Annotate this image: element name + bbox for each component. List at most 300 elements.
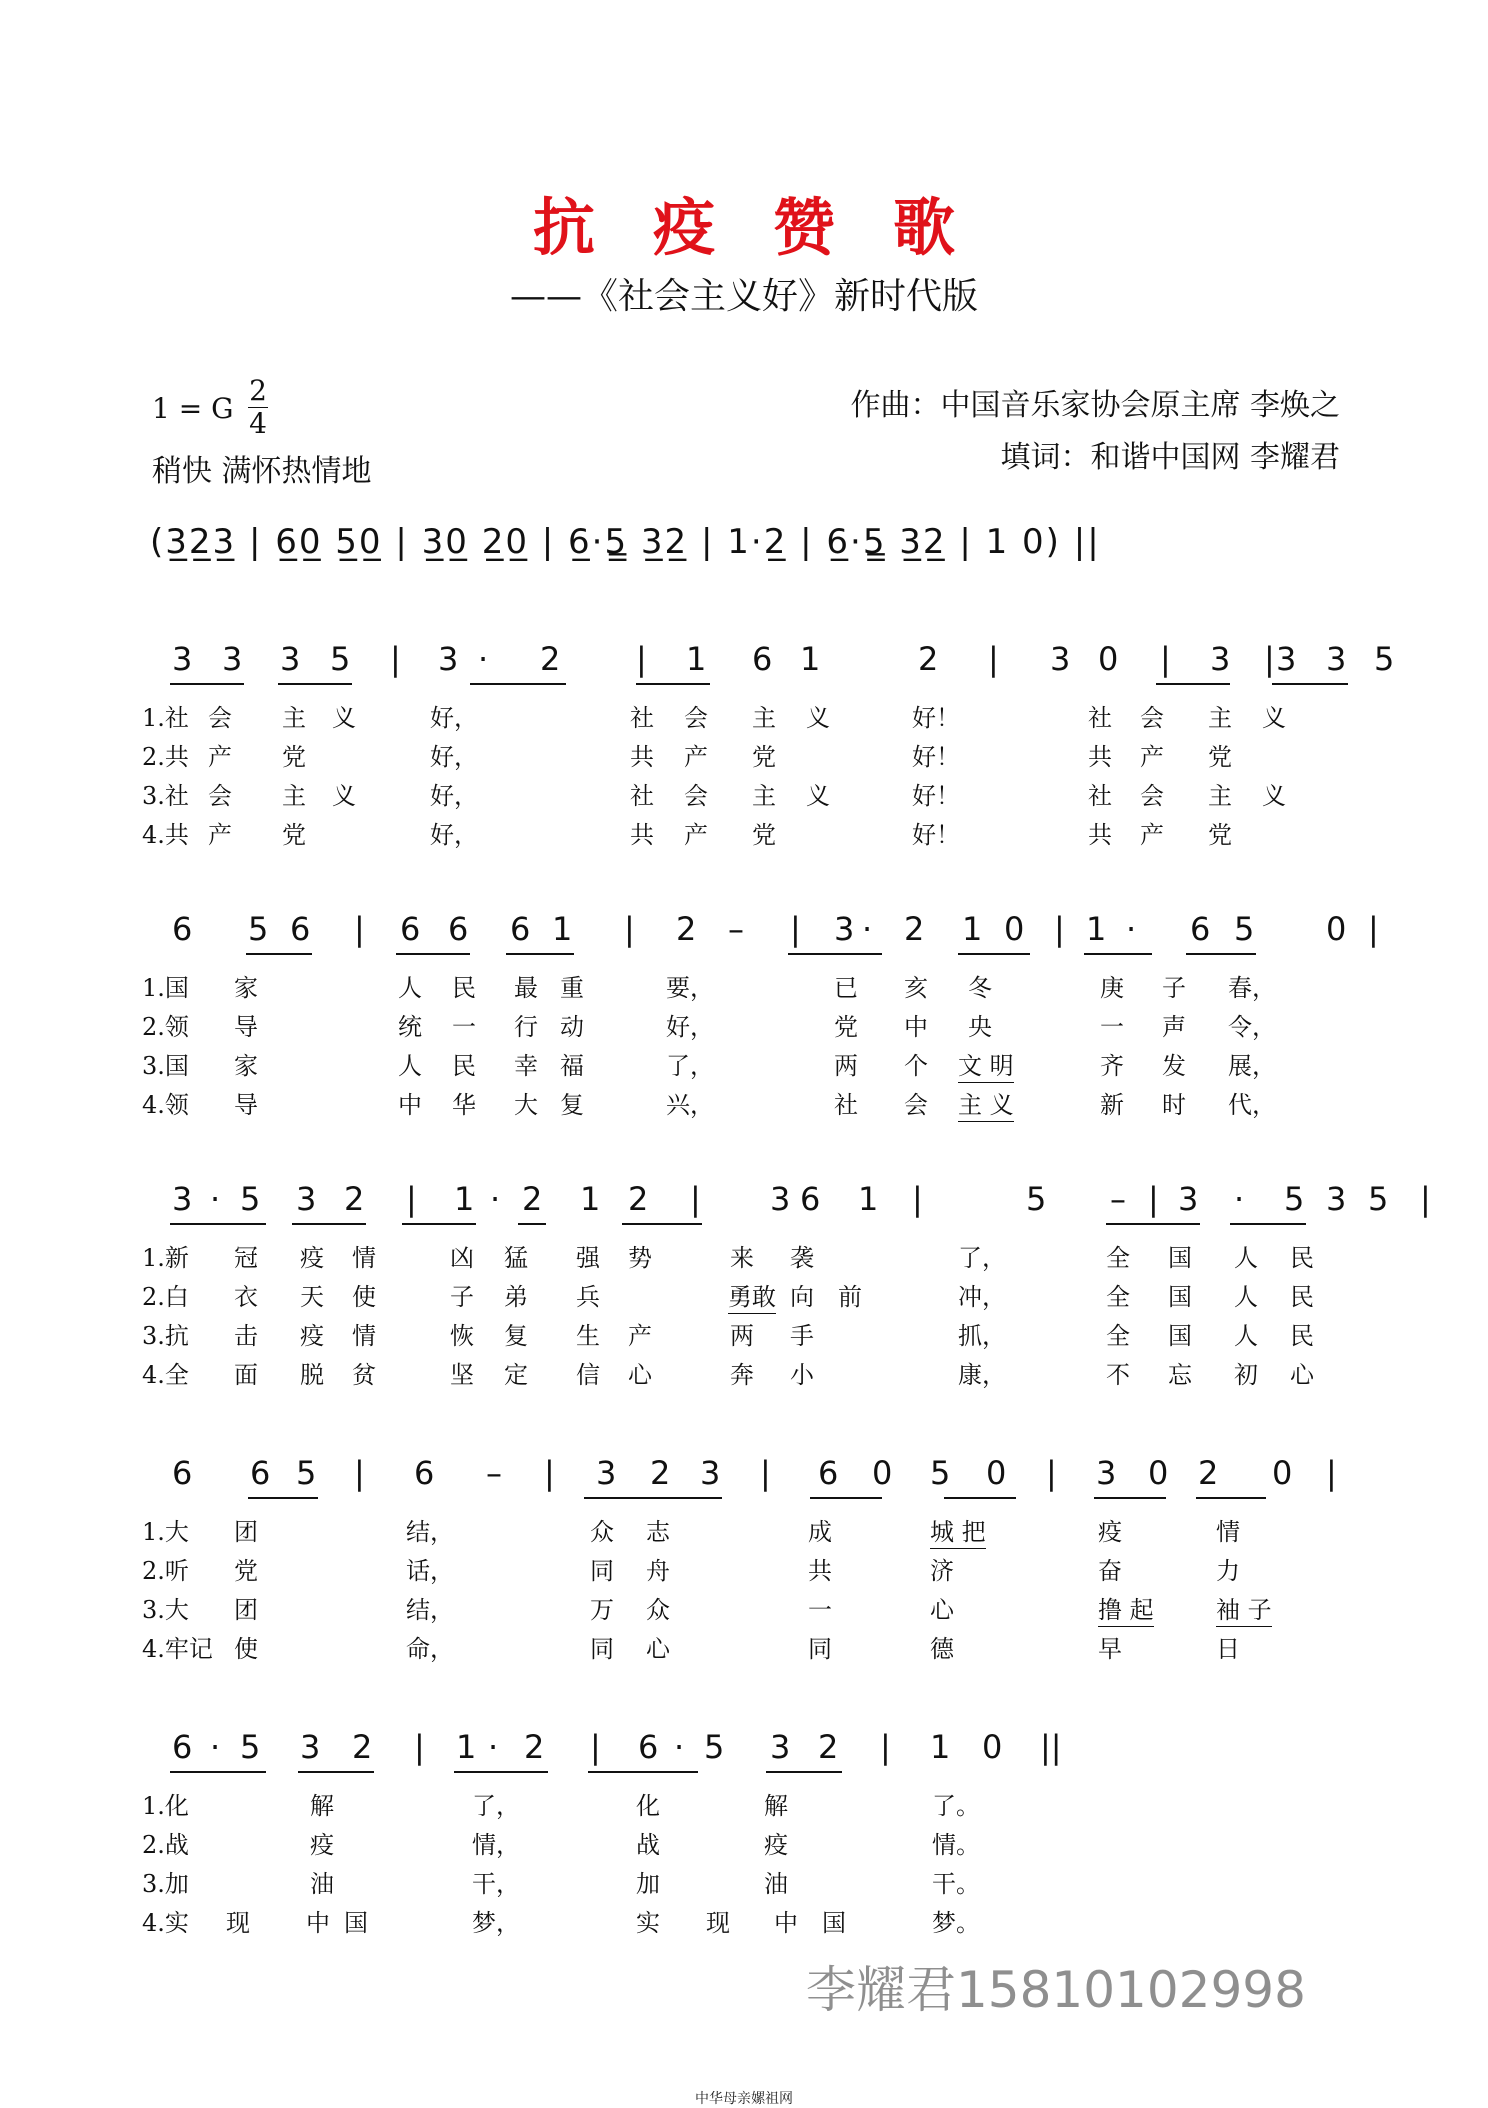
lyric-word: 猛 [504,1244,528,1272]
lyric-word: 国 [344,1909,368,1937]
lyric-word: 全 [1106,1283,1130,1311]
lyric-word: 使 [352,1283,376,1311]
lyric-word: 好， [430,821,478,849]
lyric-word: 疫 [1098,1518,1122,1546]
lyric-word: 众 [646,1596,670,1624]
lyric-word: 社 [1088,782,1112,810]
note: 3 [172,640,193,678]
note: 6 [1190,910,1211,948]
lyric-word: 疫 [300,1322,324,1350]
beam-marks [0,640,1488,700]
lyric-word: 心 [628,1361,652,1389]
lyric-word: 国 [1168,1283,1192,1311]
note: · [488,1728,499,1766]
lyric-word: 共 [630,821,654,849]
beam-marks [0,1180,1488,1240]
note: 1 [930,1728,951,1766]
lyric-word: 奔 [730,1361,754,1389]
note: 6 [448,910,469,948]
note: 3 [438,640,459,678]
note: 1 [1086,910,1107,948]
beam-marks [0,1728,1488,1788]
lyric-word: 济 [930,1557,954,1585]
barline: | [1148,1180,1159,1218]
lyric-word: 产 [684,743,708,771]
lyric-word: 党 [1208,743,1232,771]
lyric-word: 不 [1106,1361,1130,1389]
note: 1 [580,1180,601,1218]
note: 6 [172,1728,193,1766]
note: 1 [858,1180,879,1218]
lyric-word: 1.新 [142,1244,189,1272]
note: 5 [330,640,351,678]
lyric-word: 天 [300,1283,324,1311]
note: 0 [1148,1454,1169,1492]
lyric-word: 心 [1290,1361,1314,1389]
lyric-word: 德 [930,1635,954,1663]
note: – [1110,1180,1126,1218]
barline: | [880,1728,891,1766]
barline: | [1420,1180,1431,1218]
barline: | [1368,910,1379,948]
lyric-word: 产 [628,1322,652,1350]
barline: | [1160,640,1171,678]
note: 6 [172,910,193,948]
lyric-word: 梦。 [932,1909,980,1937]
lyric-word: 贫 [352,1361,376,1389]
lyric-word: 同 [808,1635,832,1663]
lyric-word: 国 [1168,1244,1192,1272]
lyric-word: 4.领 [142,1091,189,1119]
note: 3 [596,1454,617,1492]
lyric-word: 结， [406,1518,454,1546]
lyric-word: 了， [958,1244,1006,1272]
barline: | [624,910,635,948]
note: 3 [172,1180,193,1218]
lyric-word: 党 [752,743,776,771]
lyric-word: 油 [764,1870,788,1898]
note: 6 [400,910,421,948]
note: 6 [800,1180,821,1218]
lyric-word: 战 [636,1831,660,1859]
lyric-word: 3.国 [142,1052,189,1080]
lyric-word: 油 [310,1870,334,1898]
lyric-word: 中 [904,1013,928,1041]
song-title: 抗疫赞歌 [532,191,1013,264]
lyric-word: 共 [1088,821,1112,849]
lyric-word: 情 [1216,1518,1240,1546]
lyric-word: 力 [1216,1557,1240,1585]
lyric-word: 疫 [310,1831,334,1859]
lyric-word: 发 [1162,1052,1186,1080]
lyric-word: 会 [1140,704,1164,732]
lyric-word: 信 [576,1361,600,1389]
lyric-word: 民 [1290,1322,1314,1350]
note: – [728,910,744,948]
note: 1 [552,910,573,948]
note: 6 [510,910,531,948]
lyric-word: 现 [226,1909,250,1937]
lyricist-credit: 填词：和谐中国网 李耀君 [1000,440,1340,475]
note: 1 [454,1180,475,1218]
lyric-word: 主 义 [958,1085,1014,1122]
lyric-verse-3 [0,1590,1488,1630]
lyric-word: 产 [1140,821,1164,849]
lyric-word: 产 [1140,743,1164,771]
lyric-verse-4 [0,1903,1488,1943]
lyric-word: 人 [398,974,422,1002]
lyric-word: 弟 [504,1283,528,1311]
lyric-word: 2.白 [142,1283,189,1311]
lyric-word: 使 [234,1635,258,1663]
lyric-word: 人 [1234,1322,1258,1350]
lyric-verse-4 [0,1629,1488,1669]
note: 5 [248,910,269,948]
lyric-verse-2 [0,1825,1488,1865]
lyric-word: 展， [1228,1052,1276,1080]
note: 1 [686,640,707,678]
lyric-word: 人 [398,1052,422,1080]
barline: | [636,640,647,678]
lyric-word: 来 [730,1244,754,1272]
note: 6 [752,640,773,678]
lyric-word: 动 [560,1013,584,1041]
lyric-word: 凶 [450,1244,474,1272]
lyric-word: 一 [1100,1013,1124,1041]
lyric-word: 中 [774,1909,798,1937]
lyric-word: 1.社 [142,704,189,732]
barline: | [1326,1454,1337,1492]
note: 3 [300,1728,321,1766]
note: 3 [770,1728,791,1766]
lyric-word: 好！ [912,782,960,810]
note: 5 [1234,910,1255,948]
lyric-word: 家 [234,1052,258,1080]
note: 5 [296,1454,317,1492]
lyric-word: 好， [430,743,478,771]
lyric-word: 4.牢记 [142,1635,213,1663]
lyric-word: 个 [904,1052,928,1080]
note: 3 [834,910,855,948]
lyric-word: 好， [666,1013,714,1041]
lyric-word: 早 [1098,1635,1122,1663]
note: 5 [1368,1180,1389,1218]
note: 3 [700,1454,721,1492]
lyric-word: 1.大 [142,1518,189,1546]
note: 0 [1004,910,1025,948]
lyric-word: 产 [684,821,708,849]
lyric-word: 奋 [1098,1557,1122,1585]
note: 1 [456,1728,477,1766]
lyric-word: 勇敢 [728,1277,776,1314]
lyric-word: 3.加 [142,1870,189,1898]
note: 2 [650,1454,671,1492]
key-signature [152,392,233,425]
lyric-word: 初 [1234,1361,1258,1389]
lyric-word: 化 [636,1792,660,1820]
beam-marks [0,910,1488,970]
lyric-word: 3.抗 [142,1322,189,1350]
lyric-word: 生 [576,1322,600,1350]
lyric-word: 两 [730,1322,754,1350]
lyric-word: 民 [1290,1244,1314,1272]
lyric-word: 子 [1162,974,1186,1002]
lyric-word: 声 [1162,1013,1186,1041]
note: 6 [172,1454,193,1492]
note: 3 [222,640,243,678]
note: 3 [1276,640,1297,678]
lyric-word: 实 [636,1909,660,1937]
lyric-word: 团 [234,1518,258,1546]
lyric-word: 坚 [450,1361,474,1389]
lyric-word: 民 [452,974,476,1002]
lyric-word: 小 [790,1361,814,1389]
lyric-word: 社 [1088,704,1112,732]
note: 2 [540,640,561,678]
note: 3 [296,1180,317,1218]
note: 2 [524,1728,545,1766]
lyric-word: 人 [1234,1244,1258,1272]
lyric-word: 1.国 [142,974,189,1002]
note: 0 [986,1454,1007,1492]
lyric-verse-1 [0,968,1488,1008]
lyric-word: 兵 [576,1283,600,1311]
lyric-verse-1 [0,698,1488,738]
lyric-word: 手 [790,1322,814,1350]
lyric-word: 情， [472,1831,520,1859]
lyric-word: 幸 [514,1052,538,1080]
lyric-word: 万 [590,1596,614,1624]
note: 6 [290,910,311,948]
lyric-word: 党 [1208,821,1232,849]
note: 2 [918,640,939,678]
note: 0 [872,1454,893,1492]
time-signature [248,376,268,439]
lyric-word: 产 [208,743,232,771]
lyric-word: 情 [352,1244,376,1272]
note: 2 [818,1728,839,1766]
note: 3 [1178,1180,1199,1218]
note: 1 [800,640,821,678]
note: 3 [1050,640,1071,678]
lyric-word: 同 [590,1557,614,1585]
lyric-word: 共 [808,1557,832,1585]
lyric-word: 袭 [790,1244,814,1272]
lyric-word: 子 [450,1283,474,1311]
barline: | [544,1454,555,1492]
lyric-word: 春， [1228,974,1276,1002]
lyric-verse-3 [0,776,1488,816]
note: 3 [1210,640,1231,678]
lyric-verse-4 [0,1355,1488,1395]
lyric-verse-1 [0,1238,1488,1278]
note: 5 [1374,640,1395,678]
lyric-word: 众 [590,1518,614,1546]
lyric-word: 导 [234,1091,258,1119]
lyric-word: 撸 起 [1098,1590,1154,1627]
barline: | [390,640,401,678]
lyric-word: 干， [472,1870,520,1898]
note: 6 [414,1454,435,1492]
lyric-word: 产 [208,821,232,849]
composer-credit: 作曲：中国音乐家协会原主席 李焕之 [850,388,1340,423]
lyric-word: 好！ [912,743,960,771]
note: 5 [1284,1180,1305,1218]
lyric-verse-3 [0,1864,1488,1904]
lyric-word: 加 [636,1870,660,1898]
lyric-word: 脱 [300,1361,324,1389]
note: · [1234,1180,1245,1218]
lyric-word: 情。 [932,1831,980,1859]
lyric-word: 2.领 [142,1013,189,1041]
lyric-word: 复 [504,1322,528,1350]
lyric-word: 前 [838,1283,862,1311]
note: 3 [770,1180,791,1218]
lyric-word: 义 [332,704,356,732]
note: 0 [1272,1454,1293,1492]
note: 3 [1326,640,1347,678]
lyric-word: 冬 [968,974,992,1002]
note: 5 [240,1180,261,1218]
lyric-word: 两 [834,1052,858,1080]
note: 0 [982,1728,1003,1766]
lyric-verse-4 [0,815,1488,855]
note: 6 [250,1454,271,1492]
lyric-word: 最 [514,974,538,1002]
lyric-word: 疫 [300,1244,324,1272]
lyric-word: 主 [1208,782,1232,810]
barline: | [354,910,365,948]
barline: | [1264,640,1275,678]
lyric-word: 冲， [958,1283,1006,1311]
lyric-word: 统 [398,1013,422,1041]
lyric-word: 2.听 [142,1557,189,1585]
lyric-word: 好， [430,704,478,732]
note: 5 [704,1728,725,1766]
lyric-word: 4.实 [142,1909,189,1937]
note: 0 [1326,910,1347,948]
lyric-word: 话， [406,1557,454,1585]
note: 3 [280,640,301,678]
lyric-word: 解 [764,1792,788,1820]
lyric-word: 党 [282,743,306,771]
lyric-word: 衣 [234,1283,258,1311]
lyric-word: 一 [452,1013,476,1041]
lyric-word: 日 [1216,1635,1240,1663]
note: 3 [1096,1454,1117,1492]
lyric-word: 国 [1168,1322,1192,1350]
lyric-word: 新 [1100,1091,1124,1119]
lyric-word: 义 [806,704,830,732]
key-text: 1 = G [152,392,234,425]
lyric-verse-2 [0,1277,1488,1317]
barline: | [690,1180,701,1218]
lyric-word: 亥 [904,974,928,1002]
note: 5 [240,1728,261,1766]
lyric-word: 袖 子 [1216,1590,1272,1627]
barline: | [988,640,999,678]
lyric-word: 中 [306,1909,330,1937]
lyric-word: 疫 [764,1831,788,1859]
lyric-word: 共 [630,743,654,771]
lyric-word: 大 [514,1091,538,1119]
lyric-word: 家 [234,974,258,1002]
note: · [210,1728,221,1766]
lyric-word: 会 [208,704,232,732]
lyric-word: 社 [630,704,654,732]
lyric-word: 恢 [450,1322,474,1350]
intro-line: (3̲2̲3̲ | 6̲0̲ 5̲0̲ | 3̲0̲ 2̲0̲ | 6̲·5̳ 3̲2̲ | 1·2̲ | 6̲·5̳ 3̲2̲ | 1 0) || [150,522,1101,562]
lyric-word: 会 [684,782,708,810]
lyric-word: 党 [834,1013,858,1041]
lyric-word: 梦， [472,1909,520,1937]
lyric-word: 央 [968,1013,992,1041]
note: 2 [676,910,697,948]
lyric-word: 时 [1162,1091,1186,1119]
lyric-word: 会 [208,782,232,810]
note: 2 [352,1728,373,1766]
lyric-word: 代， [1228,1091,1276,1119]
barline: | [414,1728,425,1766]
lyric-word: 主 [752,704,776,732]
lyric-word: 舟 [646,1557,670,1585]
watermark-text: 李耀君15810102998 [806,1961,1306,2019]
footer-text: 中华母亲嫘祖网 [695,2091,793,2107]
lyric-word: 成 [808,1518,832,1546]
lyric-word: 干。 [932,1870,980,1898]
beam-marks [0,1454,1488,1514]
lyric-verse-3 [0,1316,1488,1356]
lyric-word: 定 [504,1361,528,1389]
lyric-word: 国 [822,1909,846,1937]
barline: | [760,1454,771,1492]
lyric-word: 向 [790,1283,814,1311]
lyric-word: 主 [282,704,306,732]
note: – [486,1454,502,1492]
lyric-word: 同 [590,1635,614,1663]
lyric-word: 行 [514,1013,538,1041]
note: · [862,910,873,948]
lyric-word: 结， [406,1596,454,1624]
lyric-verse-2 [0,1007,1488,1047]
note: 0 [1098,640,1119,678]
time-numerator: 2 [249,374,267,407]
lyric-word: 康， [958,1361,1006,1389]
lyric-word: 复 [560,1091,584,1119]
lyric-word: 了， [666,1052,714,1080]
song-subtitle: ——《社会主义好》新时代版 [510,276,979,317]
barline: | [790,910,801,948]
lyric-verse-4 [0,1085,1488,1125]
lyric-word: 主 [282,782,306,810]
lyric-word: 好！ [912,704,960,732]
lyric-word: 一 [808,1596,832,1624]
lyric-word: 义 [806,782,830,810]
lyric-word: 义 [1262,704,1286,732]
barline: | [590,1728,601,1766]
lyric-verse-2 [0,737,1488,777]
note: · [490,1180,501,1218]
note: 1 [962,910,983,948]
lyric-word: 义 [332,782,356,810]
barline: | [1054,910,1065,948]
lyric-word: 团 [234,1596,258,1624]
lyric-verse-2 [0,1551,1488,1591]
lyric-word: 3.大 [142,1596,189,1624]
note: 2 [522,1180,543,1218]
lyric-word: 全 [1106,1244,1130,1272]
lyric-word: 抓， [958,1322,1006,1350]
